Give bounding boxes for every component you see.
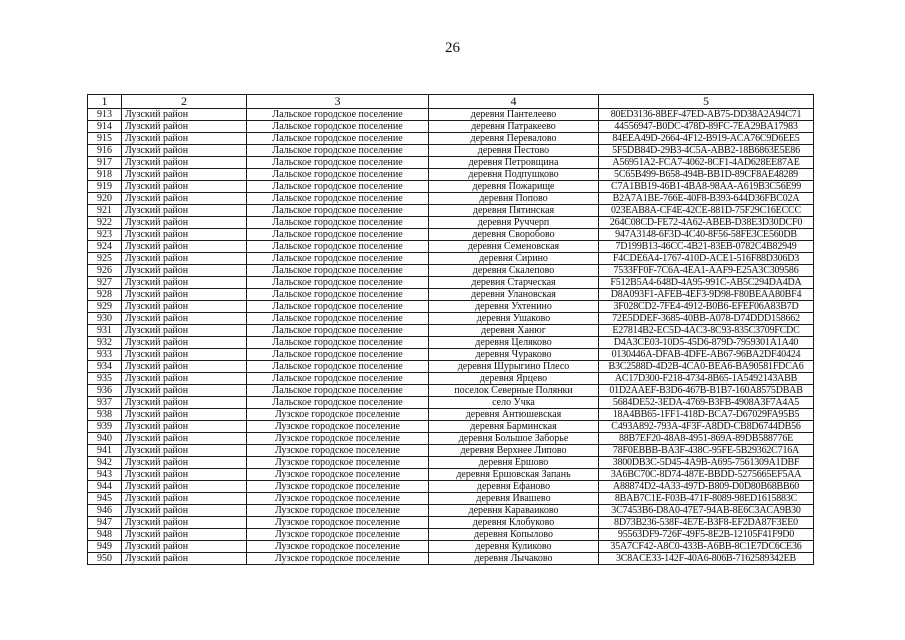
table-body bbox=[88, 109, 814, 565]
district-cell: Лузский район bbox=[122, 133, 247, 145]
settlement-cell: Лальское городское поселение bbox=[247, 349, 429, 361]
locality-cell: деревня Ефаново bbox=[429, 481, 599, 493]
locality-cell: деревня Своробово bbox=[429, 229, 599, 241]
guid-cell: F512B5A4-648D-4A95-991C-AB5C294DA4DA bbox=[599, 277, 814, 289]
locality-cell: деревня Шурыгино Плесо bbox=[429, 361, 599, 373]
table-row bbox=[88, 145, 814, 157]
row-number: 934 bbox=[88, 361, 122, 373]
district-cell: Лузский район bbox=[122, 385, 247, 397]
guid-cell: A88874D2-4A33-497D-B809-D0D80B68BB60 bbox=[599, 481, 814, 493]
settlement-cell: Лальское городское поселение bbox=[247, 229, 429, 241]
locality-cell: деревня Скалепово bbox=[429, 265, 599, 277]
table-row bbox=[88, 253, 814, 265]
settlement-cell: Лузское городское поселение bbox=[247, 445, 429, 457]
settlement-cell: Лузское городское поселение bbox=[247, 529, 429, 541]
guid-cell: A56951A2-FCA7-4062-8CF1-4AD628EE87AE bbox=[599, 157, 814, 169]
table-row bbox=[88, 397, 814, 409]
district-cell: Лузский район bbox=[122, 217, 247, 229]
district-cell: Лузский район bbox=[122, 541, 247, 553]
row-number: 932 bbox=[88, 337, 122, 349]
locality-cell: деревня Чураково bbox=[429, 349, 599, 361]
row-number: 942 bbox=[88, 457, 122, 469]
guid-cell: B2A7A1BE-766E-40F8-B393-644D36FBC02A bbox=[599, 193, 814, 205]
row-number: 926 bbox=[88, 265, 122, 277]
table-row bbox=[88, 541, 814, 553]
settlement-cell: Лузское городское поселение bbox=[247, 505, 429, 517]
locality-cell: деревня Пантелеево bbox=[429, 109, 599, 121]
row-number: 928 bbox=[88, 289, 122, 301]
table-row bbox=[88, 529, 814, 541]
district-cell: Лузский район bbox=[122, 505, 247, 517]
district-cell: Лузский район bbox=[122, 169, 247, 181]
column-header-1: 1 bbox=[88, 95, 122, 109]
settlement-cell: Лузское городское поселение bbox=[247, 421, 429, 433]
locality-cell: деревня Пестово bbox=[429, 145, 599, 157]
guid-cell: 3A6BC70C-8D74-487E-BBDD-5275665EF5AA bbox=[599, 469, 814, 481]
district-cell: Лузский район bbox=[122, 397, 247, 409]
table-row bbox=[88, 133, 814, 145]
table-row bbox=[88, 337, 814, 349]
district-cell: Лузский район bbox=[122, 109, 247, 121]
column-header-4: 4 bbox=[429, 95, 599, 109]
settlement-cell: Лузское городское поселение bbox=[247, 541, 429, 553]
table-row bbox=[88, 205, 814, 217]
settlement-cell: Лальское городское поселение bbox=[247, 361, 429, 373]
district-cell: Лузский район bbox=[122, 181, 247, 193]
guid-cell: D4A3CE03-10D5-45D6-879D-7959301A1A40 bbox=[599, 337, 814, 349]
locality-cell: деревня Улановская bbox=[429, 289, 599, 301]
locality-cell: деревня Большое Заборье bbox=[429, 433, 599, 445]
row-number: 948 bbox=[88, 529, 122, 541]
district-cell: Лузский район bbox=[122, 421, 247, 433]
settlement-cell: Лальское городское поселение bbox=[247, 241, 429, 253]
row-number: 929 bbox=[88, 301, 122, 313]
guid-cell: B3C2588D-4D2B-4CA0-BEA6-BA90581FDCA6 bbox=[599, 361, 814, 373]
guid-cell: C493A892-793A-4F3F-A8DD-CB8D6744DB56 bbox=[599, 421, 814, 433]
district-cell: Лузский район bbox=[122, 277, 247, 289]
settlement-cell: Лальское городское поселение bbox=[247, 169, 429, 181]
guid-cell: 84EEA49D-2664-4F12-B919-ACA76C9D6EE5 bbox=[599, 133, 814, 145]
guid-cell: 264C08CD-FE72-4A62-ABEB-D38E3D30DCF0 bbox=[599, 217, 814, 229]
row-number: 937 bbox=[88, 397, 122, 409]
locality-cell: деревня Перевалово bbox=[429, 133, 599, 145]
district-cell: Лузский район bbox=[122, 529, 247, 541]
settlement-cell: Лузское городское поселение bbox=[247, 457, 429, 469]
guid-cell: C7A1BB19-46B1-4BA8-98AA-A619B3C56E99 bbox=[599, 181, 814, 193]
column-header-3: 3 bbox=[247, 95, 429, 109]
guid-cell: 7D199B13-46CC-4B21-83EB-0782C4B82949 bbox=[599, 241, 814, 253]
settlement-cell: Лальское городское поселение bbox=[247, 385, 429, 397]
district-cell: Лузский район bbox=[122, 481, 247, 493]
table-row bbox=[88, 409, 814, 421]
district-cell: Лузский район bbox=[122, 553, 247, 565]
row-number: 922 bbox=[88, 217, 122, 229]
guid-cell: 5C65B499-B658-494B-BB1D-89CF8AE48289 bbox=[599, 169, 814, 181]
settlement-cell: Лальское городское поселение bbox=[247, 193, 429, 205]
table-row bbox=[88, 313, 814, 325]
row-number: 921 bbox=[88, 205, 122, 217]
settlement-cell: Лальское городское поселение bbox=[247, 265, 429, 277]
guid-cell: 35A7CF42-A8C0-433B-A6BB-8C1E7DC6CE36 bbox=[599, 541, 814, 553]
table-row bbox=[88, 433, 814, 445]
locality-cell: деревня Клобуково bbox=[429, 517, 599, 529]
row-number: 924 bbox=[88, 241, 122, 253]
guid-cell: 88B7EF20-48A8-4951-869A-89DB588776E bbox=[599, 433, 814, 445]
guid-cell: 5684DE52-3EDA-4769-B3FB-4908A3F7A4A5 bbox=[599, 397, 814, 409]
guid-cell: 80ED3136-8BEF-47ED-AB75-DD38A2A94C71 bbox=[599, 109, 814, 121]
district-cell: Лузский район bbox=[122, 301, 247, 313]
guid-cell: D8A093F1-AFEB-4EF3-9D98-F80BEAA80BF4 bbox=[599, 289, 814, 301]
district-cell: Лузский район bbox=[122, 469, 247, 481]
guid-cell: 3800DB3C-5D45-4A9B-A695-7561309A1DBF bbox=[599, 457, 814, 469]
row-number: 920 bbox=[88, 193, 122, 205]
guid-cell: 7533FF0F-7C6A-4EA1-AAF9-E25A3C309586 bbox=[599, 265, 814, 277]
row-number: 938 bbox=[88, 409, 122, 421]
row-number: 939 bbox=[88, 421, 122, 433]
column-header-5: 5 bbox=[599, 95, 814, 109]
guid-cell: 023EAB8A-CF4E-42CE-881D-75F29C16ECCC bbox=[599, 205, 814, 217]
guid-cell: 0130446A-DFAB-4DFE-AB67-96BA2DF40424 bbox=[599, 349, 814, 361]
settlement-cell: Лальское городское поселение bbox=[247, 313, 429, 325]
table-row bbox=[88, 385, 814, 397]
locality-cell: деревня Руччерп bbox=[429, 217, 599, 229]
row-number: 914 bbox=[88, 121, 122, 133]
table-row bbox=[88, 169, 814, 181]
settlement-cell: Лальское городское поселение bbox=[247, 181, 429, 193]
locality-cell: деревня Ханюг bbox=[429, 325, 599, 337]
district-cell: Лузский район bbox=[122, 265, 247, 277]
district-cell: Лузский район bbox=[122, 409, 247, 421]
table-row bbox=[88, 277, 814, 289]
district-cell: Лузский район bbox=[122, 445, 247, 457]
guid-cell: 947A3148-6F3D-4C40-8F56-58FE3CE560DB bbox=[599, 229, 814, 241]
row-number: 927 bbox=[88, 277, 122, 289]
table-row bbox=[88, 553, 814, 565]
locality-cell: деревня Патракеево bbox=[429, 121, 599, 133]
row-number: 950 bbox=[88, 553, 122, 565]
guid-cell: 8D73B236-538F-4E7E-B3F8-EF2DA87F3EE0 bbox=[599, 517, 814, 529]
row-number: 944 bbox=[88, 481, 122, 493]
district-cell: Лузский район bbox=[122, 349, 247, 361]
row-number: 919 bbox=[88, 181, 122, 193]
table-row bbox=[88, 325, 814, 337]
table-row bbox=[88, 265, 814, 277]
settlement-cell: Лальское городское поселение bbox=[247, 289, 429, 301]
page-number: 26 bbox=[445, 40, 460, 56]
district-cell: Лузский район bbox=[122, 313, 247, 325]
table-row bbox=[88, 241, 814, 253]
row-number: 936 bbox=[88, 385, 122, 397]
locality-cell: деревня Ивашево bbox=[429, 493, 599, 505]
locality-cell: деревня Куликово bbox=[429, 541, 599, 553]
guid-cell: 72E5DDEF-3685-40BB-A078-D74DDD158662 bbox=[599, 313, 814, 325]
settlement-cell: Лузское городское поселение bbox=[247, 493, 429, 505]
table-row bbox=[88, 505, 814, 517]
district-cell: Лузский район bbox=[122, 253, 247, 265]
table-row bbox=[88, 445, 814, 457]
table-row bbox=[88, 457, 814, 469]
locality-cell: поселок Северные Полянки bbox=[429, 385, 599, 397]
guid-cell: 01D2AAEF-B3D6-467B-B1B7-160A8575DBAB bbox=[599, 385, 814, 397]
guid-cell: 95563DF9-726F-49F5-8E2B-12105F41F9D0 bbox=[599, 529, 814, 541]
row-number: 918 bbox=[88, 169, 122, 181]
settlement-cell: Лальское городское поселение bbox=[247, 217, 429, 229]
header-row bbox=[88, 95, 814, 109]
settlement-cell: Лальское городское поселение bbox=[247, 109, 429, 121]
row-number: 941 bbox=[88, 445, 122, 457]
guid-cell: F4CDE6A4-1767-410D-ACE1-516F88D306D3 bbox=[599, 253, 814, 265]
row-number: 925 bbox=[88, 253, 122, 265]
table-row bbox=[88, 373, 814, 385]
table-row bbox=[88, 349, 814, 361]
locality-cell: деревня Антюшевская bbox=[429, 409, 599, 421]
locality-cell: деревня Лычаково bbox=[429, 553, 599, 565]
locality-cell: деревня Целяково bbox=[429, 337, 599, 349]
table-row bbox=[88, 421, 814, 433]
settlement-cell: Лальское городское поселение bbox=[247, 277, 429, 289]
district-cell: Лузский район bbox=[122, 145, 247, 157]
row-number: 945 bbox=[88, 493, 122, 505]
table-row bbox=[88, 157, 814, 169]
locality-cell: деревня Старческая bbox=[429, 277, 599, 289]
guid-cell: E27814B2-EC5D-4AC3-8C93-835C3709FCDC bbox=[599, 325, 814, 337]
column-header-2: 2 bbox=[122, 95, 247, 109]
row-number: 943 bbox=[88, 469, 122, 481]
guid-cell: 44556947-B0DC-478D-89FC-7EA29BA17983 bbox=[599, 121, 814, 133]
row-number: 935 bbox=[88, 373, 122, 385]
locality-cell: деревня Верхнее Липово bbox=[429, 445, 599, 457]
locality-cell: деревня Ершовская Запань bbox=[429, 469, 599, 481]
table-row bbox=[88, 469, 814, 481]
settlements-table bbox=[87, 94, 814, 565]
settlement-cell: Лузское городское поселение bbox=[247, 469, 429, 481]
table-row bbox=[88, 229, 814, 241]
district-cell: Лузский район bbox=[122, 337, 247, 349]
guid-cell: 78F0EBBB-BA3F-438C-95FE-5B29362C716A bbox=[599, 445, 814, 457]
district-cell: Лузский район bbox=[122, 457, 247, 469]
locality-cell: деревня Копылово bbox=[429, 529, 599, 541]
table-row bbox=[88, 193, 814, 205]
settlement-cell: Лальское городское поселение bbox=[247, 157, 429, 169]
settlement-cell: Лальское городское поселение bbox=[247, 205, 429, 217]
settlement-cell: Лальское городское поселение bbox=[247, 121, 429, 133]
settlement-cell: Лальское городское поселение bbox=[247, 337, 429, 349]
district-cell: Лузский район bbox=[122, 289, 247, 301]
settlement-cell: Лузское городское поселение bbox=[247, 517, 429, 529]
district-cell: Лузский район bbox=[122, 493, 247, 505]
table-row bbox=[88, 493, 814, 505]
locality-cell: село Учка bbox=[429, 397, 599, 409]
guid-cell: 8BAB7C1E-F03B-471F-8089-98ED1615883C bbox=[599, 493, 814, 505]
row-number: 931 bbox=[88, 325, 122, 337]
row-number: 916 bbox=[88, 145, 122, 157]
row-number: 917 bbox=[88, 157, 122, 169]
district-cell: Лузский район bbox=[122, 361, 247, 373]
settlement-cell: Лузское городское поселение bbox=[247, 553, 429, 565]
table-row bbox=[88, 289, 814, 301]
locality-cell: деревня Пятинская bbox=[429, 205, 599, 217]
district-cell: Лузский район bbox=[122, 517, 247, 529]
district-cell: Лузский район bbox=[122, 121, 247, 133]
settlement-cell: Лальское городское поселение bbox=[247, 253, 429, 265]
table-row bbox=[88, 301, 814, 313]
table-row bbox=[88, 121, 814, 133]
locality-cell: деревня Ершово bbox=[429, 457, 599, 469]
row-number: 923 bbox=[88, 229, 122, 241]
table-row bbox=[88, 481, 814, 493]
district-cell: Лузский район bbox=[122, 229, 247, 241]
locality-cell: деревня Попово bbox=[429, 193, 599, 205]
settlement-cell: Лальское городское поселение bbox=[247, 301, 429, 313]
table-row bbox=[88, 181, 814, 193]
table-row bbox=[88, 109, 814, 121]
guid-cell: 5F5DB84D-29B3-4C5A-ABB2-18B6863E5E86 bbox=[599, 145, 814, 157]
table-row bbox=[88, 361, 814, 373]
settlement-cell: Лальское городское поселение bbox=[247, 325, 429, 337]
locality-cell: деревня Ушаково bbox=[429, 313, 599, 325]
settlement-cell: Лальское городское поселение bbox=[247, 145, 429, 157]
row-number: 933 bbox=[88, 349, 122, 361]
settlement-cell: Лальское городское поселение bbox=[247, 133, 429, 145]
guid-cell: AC17D300-F218-4734-8B65-1A5492143ABB bbox=[599, 373, 814, 385]
district-cell: Лузский район bbox=[122, 373, 247, 385]
locality-cell: деревня Петровщина bbox=[429, 157, 599, 169]
settlement-cell: Лузское городское поселение bbox=[247, 433, 429, 445]
locality-cell: деревня Ярцево bbox=[429, 373, 599, 385]
district-cell: Лузский район bbox=[122, 241, 247, 253]
guid-cell: 3F028CD2-7FE4-4912-B0B6-EFEF06A83B7D bbox=[599, 301, 814, 313]
row-number: 947 bbox=[88, 517, 122, 529]
row-number: 949 bbox=[88, 541, 122, 553]
district-cell: Лузский район bbox=[122, 193, 247, 205]
locality-cell: деревня Барминская bbox=[429, 421, 599, 433]
locality-cell: деревня Караваиково bbox=[429, 505, 599, 517]
settlement-cell: Лузское городское поселение bbox=[247, 481, 429, 493]
row-number: 913 bbox=[88, 109, 122, 121]
row-number: 915 bbox=[88, 133, 122, 145]
district-cell: Лузский район bbox=[122, 325, 247, 337]
row-number: 930 bbox=[88, 313, 122, 325]
locality-cell: деревня Ухтенино bbox=[429, 301, 599, 313]
guid-cell: 18A4BB65-1FF1-418D-BCA7-D67029FA95B5 bbox=[599, 409, 814, 421]
locality-cell: деревня Семеновская bbox=[429, 241, 599, 253]
settlement-cell: Лальское городское поселение bbox=[247, 373, 429, 385]
locality-cell: деревня Пожарище bbox=[429, 181, 599, 193]
guid-cell: 3C8ACE33-142F-40A6-806B-7162589342EB bbox=[599, 553, 814, 565]
district-cell: Лузский район bbox=[122, 205, 247, 217]
locality-cell: деревня Сирино bbox=[429, 253, 599, 265]
row-number: 940 bbox=[88, 433, 122, 445]
table-row bbox=[88, 217, 814, 229]
district-cell: Лузский район bbox=[122, 433, 247, 445]
settlement-cell: Лузское городское поселение bbox=[247, 409, 429, 421]
settlement-cell: Лальское городское поселение bbox=[247, 397, 429, 409]
table-row bbox=[88, 517, 814, 529]
guid-cell: 3C7453B6-D8A0-47E7-94AB-8E6C3ACA9B30 bbox=[599, 505, 814, 517]
district-cell: Лузский район bbox=[122, 157, 247, 169]
locality-cell: деревня Подпушково bbox=[429, 169, 599, 181]
row-number: 946 bbox=[88, 505, 122, 517]
